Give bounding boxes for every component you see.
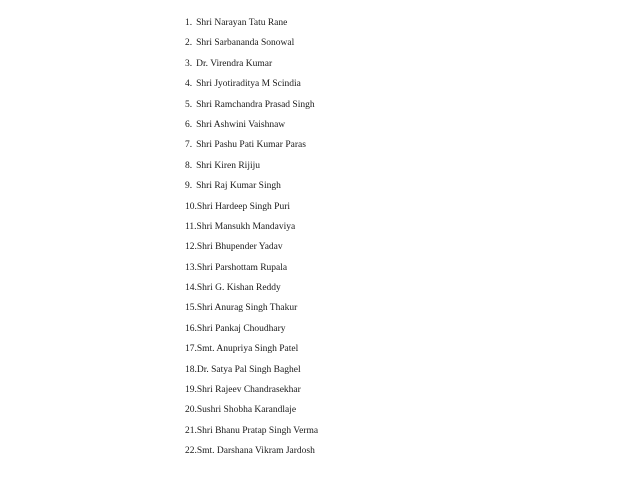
item-number: 9. <box>185 181 193 192</box>
item-number: 14. <box>185 283 197 294</box>
item-number: 7. <box>185 140 193 151</box>
item-number: 6. <box>185 119 193 130</box>
item-number: 17. <box>185 344 197 355</box>
item-name: Shri Ashwini Vaishnaw <box>196 119 286 130</box>
list-item <box>185 115 318 135</box>
item-name: Shri Bhanu Pratap Singh Verma <box>196 425 319 436</box>
minister-list <box>185 13 318 462</box>
item-name: Shri Jyotiraditya M Scindia <box>196 79 301 90</box>
item-number: 8. <box>185 160 193 171</box>
item-number: 12. <box>185 242 197 253</box>
item-number: 15. <box>185 303 197 314</box>
item-number: 18. <box>185 364 197 375</box>
list-item <box>185 156 318 176</box>
list-item <box>185 54 318 74</box>
item-name: Sushri Shobha Karandlaje <box>196 405 297 416</box>
list-item <box>185 74 318 94</box>
item-name: Shri Hardeep Singh Puri <box>196 201 291 212</box>
item-name: Shri Raj Kumar Singh <box>196 181 281 192</box>
item-number: 21. <box>185 425 197 436</box>
item-number: 3. <box>185 58 193 69</box>
item-name: Dr. Satya Pal Singh Baghel <box>196 364 301 375</box>
list-item <box>185 441 318 461</box>
item-name: Dr. Virendra Kumar <box>196 58 273 69</box>
list-item <box>185 421 318 441</box>
item-number: 11. <box>185 221 197 232</box>
list-item <box>185 33 318 53</box>
item-number: 10. <box>185 201 197 212</box>
list-item <box>185 237 318 257</box>
item-number: 5. <box>185 99 193 110</box>
item-number: 13. <box>185 262 197 273</box>
item-number: 19. <box>185 385 197 396</box>
item-name: Shri Ramchandra Prasad Singh <box>196 99 315 110</box>
list-item <box>185 258 318 278</box>
list-item <box>185 360 318 380</box>
item-name: Shri Kiren Rijiju <box>196 160 260 171</box>
item-name: Shri Pashu Pati Kumar Paras <box>196 140 306 151</box>
item-number: 2. <box>185 38 193 49</box>
item-name: Shri Narayan Tatu Rane <box>196 18 288 28</box>
list-item <box>185 339 318 359</box>
list-item <box>185 13 318 33</box>
list-item <box>185 135 318 155</box>
item-number: 20. <box>185 405 197 416</box>
list-item <box>185 319 318 339</box>
item-name: Shri Parshottam Rupala <box>196 262 288 273</box>
item-name: Shri Rajeev Chandrasekhar <box>196 385 301 396</box>
list-item <box>185 217 318 237</box>
item-name: Shri Mansukh Mandaviya <box>196 221 296 232</box>
item-number: 4. <box>185 79 193 90</box>
item-name: Shri G. Kishan Reddy <box>196 283 281 294</box>
list-item <box>185 400 318 420</box>
list-item <box>185 278 318 298</box>
item-name: Shri Pankaj Choudhary <box>196 323 286 334</box>
item-name: Smt. Anupriya Singh Patel <box>196 344 299 355</box>
list-item <box>185 197 318 217</box>
list-item <box>185 298 318 318</box>
item-name: Shri Anurag Singh Thakur <box>196 303 298 314</box>
item-name: Smt. Darshana Vikram Jardosh <box>196 446 315 457</box>
item-name: Shri Bhupender Yadav <box>196 242 283 253</box>
item-number: 22. <box>185 446 197 457</box>
list-item <box>185 176 318 196</box>
item-name: Shri Sarbananda Sonowal <box>196 38 295 49</box>
list-item <box>185 95 318 115</box>
item-number: 16. <box>185 323 197 334</box>
list-item <box>185 380 318 400</box>
item-number: 1. <box>185 18 193 28</box>
